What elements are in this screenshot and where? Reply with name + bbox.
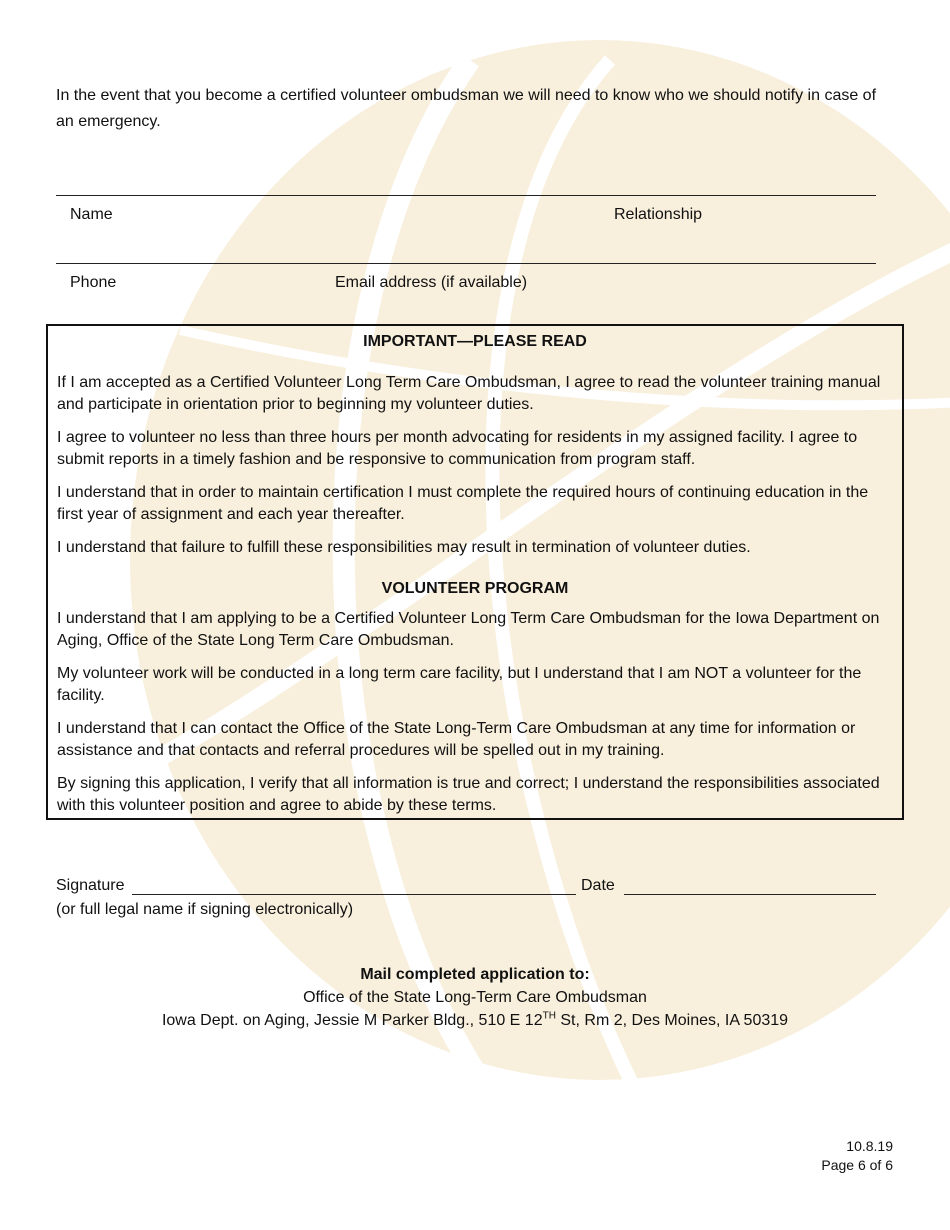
mail-address-part1: Iowa Dept. on Aging, Jessie M Parker Bldg., 510 E 12 (161, 1012, 543, 1029)
mail-office: Office of the State Long-Term Care Ombudsman (303, 989, 647, 1006)
date-line[interactable] (624, 894, 876, 895)
volunteer-program-heading: VOLUNTEER PROGRAM (381, 580, 569, 597)
version-number: 10.8.19 (846, 1138, 893, 1154)
mail-address (0, 1010, 950, 1032)
important-paragraph: I understand that in order to maintain certification I must complete the required hours of continuing education in the first year of assignment and each year thereafter. (57, 484, 869, 523)
volunteer-paragraph: I understand that I can contact the Office of the State Long-Term Care Ombudsman at any time for information or assistance and that contacts and referral procedures will be spelled out in my training. (57, 720, 856, 759)
date-label: Date (581, 877, 615, 894)
relationship-label: Relationship (614, 206, 703, 223)
mail-address-part2: St, Rm 2, Des Moines, IA 50319 (555, 1012, 789, 1029)
signature-note: (or full legal name if signing electronically) (56, 901, 354, 918)
phone-email-line[interactable] (56, 263, 876, 264)
volunteer-paragraph: My volunteer work will be conducted in a long term care facility, but I understand that I am NOT a volunteer for the facility. (57, 665, 862, 704)
volunteer-paragraph: By signing this application, I verify that all information is true and correct; I understand the responsibilities associated with this volunteer position and agree to abide by these terms. (57, 775, 880, 814)
signature-label: Signature (56, 877, 125, 894)
email-label: Email address (if available) (335, 274, 528, 291)
intro-text: In the event that you become a certified volunteer ombudsman we will need to know who we should notify in case of an emergency. (56, 87, 877, 130)
signature-row (56, 876, 886, 898)
name-relationship-line[interactable] (56, 195, 876, 196)
important-paragraph: If I am accepted as a Certified Volunteer Long Term Care Ombudsman, I agree to read the volunteer training manual and participate in orientation prior to beginning my volunteer duties. (57, 374, 881, 413)
name-label: Name (70, 206, 113, 223)
mail-address-ordinal: TH (542, 1010, 556, 1022)
page-number: Page 6 of 6 (821, 1157, 893, 1173)
volunteer-paragraph: I understand that I am applying to be a Certified Volunteer Long Term Care Ombudsman for the Iowa Department on Aging, Office of the State Long Term Care Ombudsman. (57, 610, 880, 649)
phone-label: Phone (70, 274, 117, 291)
signature-line[interactable] (132, 894, 576, 895)
mail-heading: Mail completed application to: (360, 966, 590, 983)
important-paragraph: I agree to volunteer no less than three hours per month advocating for residents in my assigned facility. I agree to submit reports in a timely fashion and be responsive to communication from program staff. (57, 429, 858, 468)
important-heading: IMPORTANT—PLEASE READ (363, 333, 587, 350)
terms-box (46, 324, 904, 820)
important-paragraph: I understand that failure to fulfill these responsibilities may result in termination of volunteer duties. (57, 539, 751, 556)
